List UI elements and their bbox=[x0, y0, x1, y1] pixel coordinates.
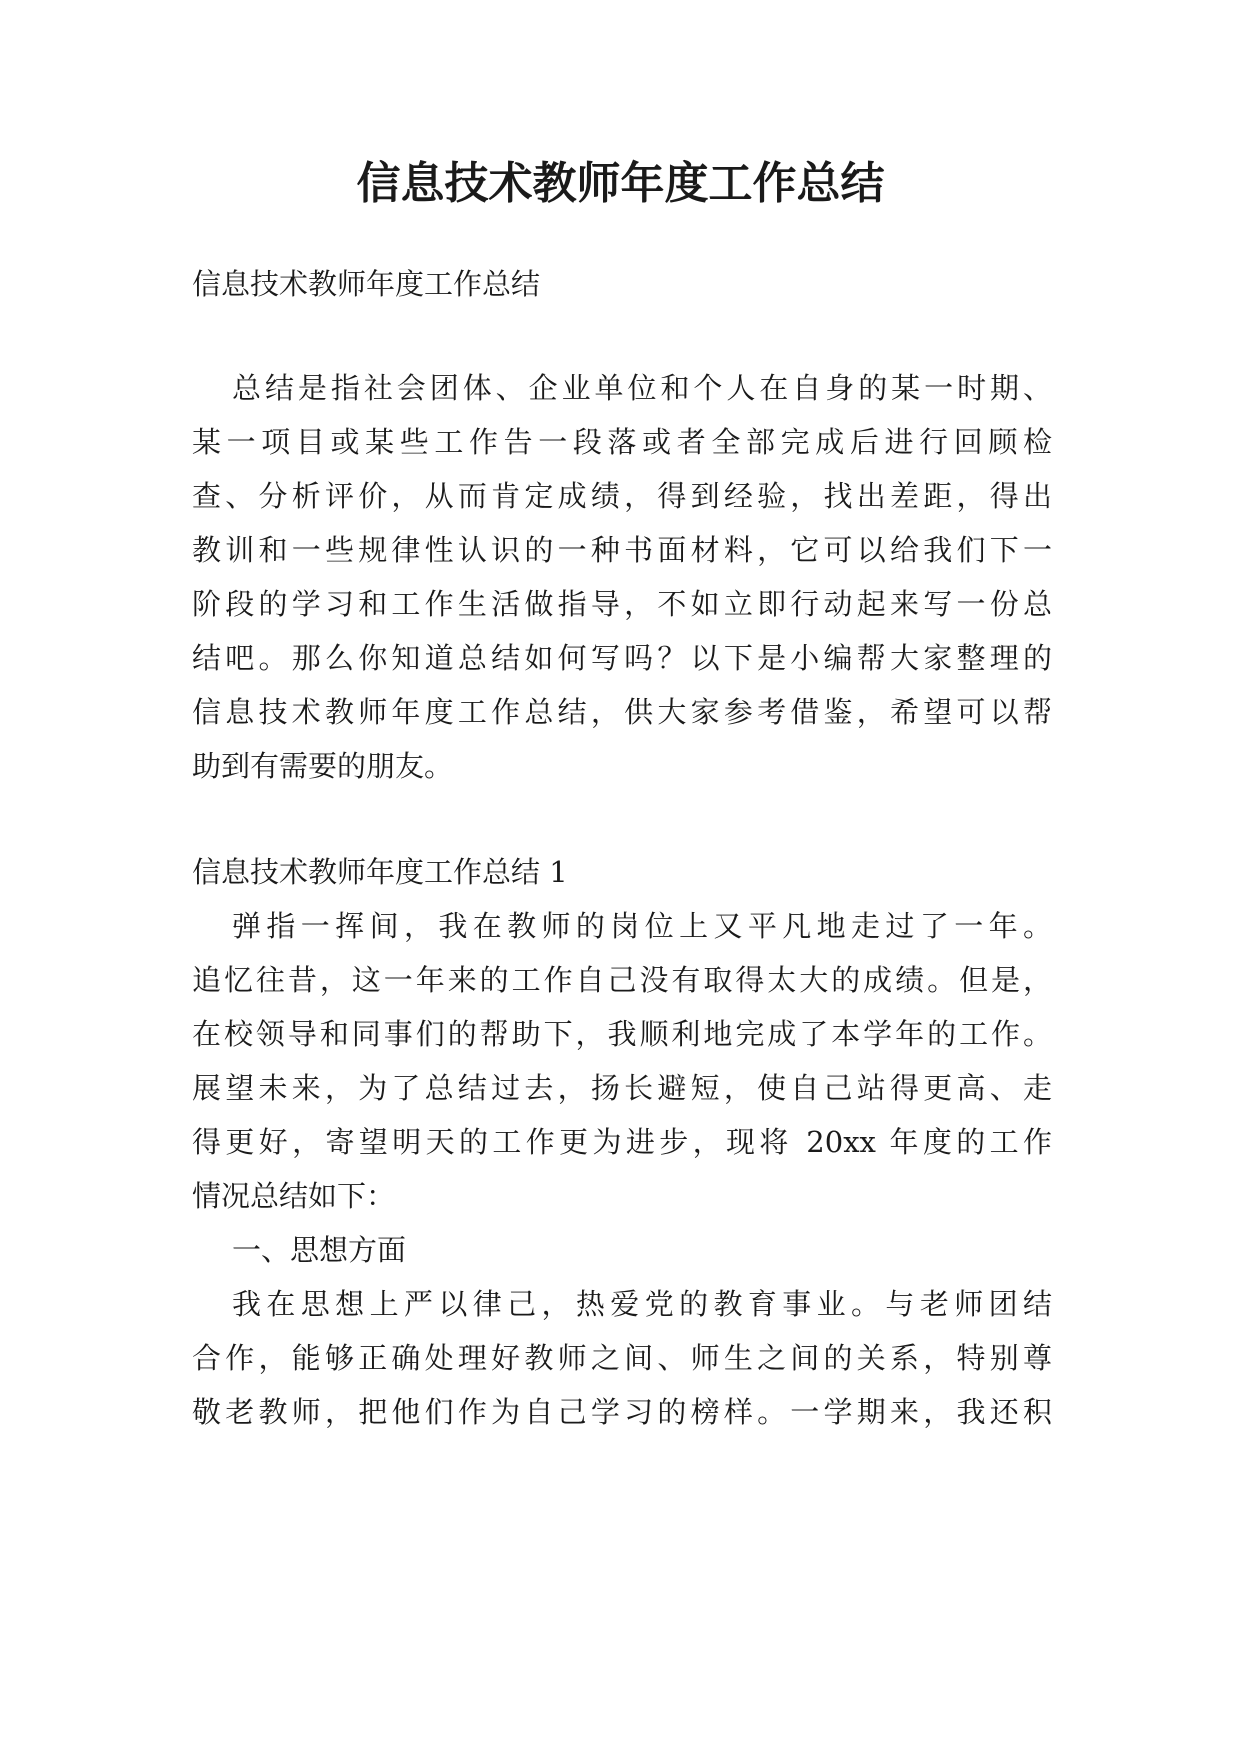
thought-line: 敬老教师，把他们作为自己学习的榜样。一学期来，我还积 bbox=[192, 1395, 1052, 1429]
subheading-thought: 一、思想方面 bbox=[232, 1233, 407, 1267]
intro-line: 结吧。那么你知道总结如何写吗？以下是小编帮大家整理的 bbox=[192, 641, 1052, 675]
section1-line: 追忆往昔，这一年来的工作自己没有取得太大的成绩。但是， bbox=[192, 963, 1052, 997]
document-subtitle: 信息技术教师年度工作总结 bbox=[192, 267, 541, 301]
section1-line: 在校领导和同事们的帮助下，我顺利地完成了本学年的工作。 bbox=[192, 1017, 1052, 1051]
intro-line: 教训和一些规律性认识的一种书面材料，它可以给我们下一 bbox=[192, 533, 1052, 567]
intro-line: 某一项目或某些工作告一段落或者全部完成后进行回顾检 bbox=[192, 425, 1052, 459]
intro-line: 总结是指社会团体、企业单位和个人在自身的某一时期、 bbox=[232, 371, 1052, 405]
thought-line: 合作，能够正确处理好教师之间、师生之间的关系，特别尊 bbox=[192, 1341, 1052, 1375]
document-title: 信息技术教师年度工作总结 bbox=[356, 158, 885, 209]
section1-line: 得更好，寄望明天的工作更为进步，现将 20xx 年度的工作 bbox=[192, 1125, 1052, 1159]
thought-line: 我在思想上严以律己，热爱党的教育事业。与老师团结 bbox=[232, 1287, 1052, 1321]
intro-line: 查、分析评价，从而肯定成绩，得到经验，找出差距，得出 bbox=[192, 479, 1052, 513]
section1-line: 展望未来，为了总结过去，扬长避短，使自己站得更高、走 bbox=[192, 1071, 1052, 1105]
section1-line: 情况总结如下： bbox=[192, 1179, 396, 1213]
section-heading: 信息技术教师年度工作总结 1 bbox=[192, 855, 568, 889]
intro-line: 信息技术教师年度工作总结，供大家参考借鉴，希望可以帮 bbox=[192, 695, 1052, 729]
section1-line: 弹指一挥间，我在教师的岗位上又平凡地走过了一年。 bbox=[232, 909, 1052, 943]
intro-line: 助到有需要的朋友。 bbox=[192, 749, 454, 783]
intro-line: 阶段的学习和工作生活做指导，不如立即行动起来写一份总 bbox=[192, 587, 1052, 621]
